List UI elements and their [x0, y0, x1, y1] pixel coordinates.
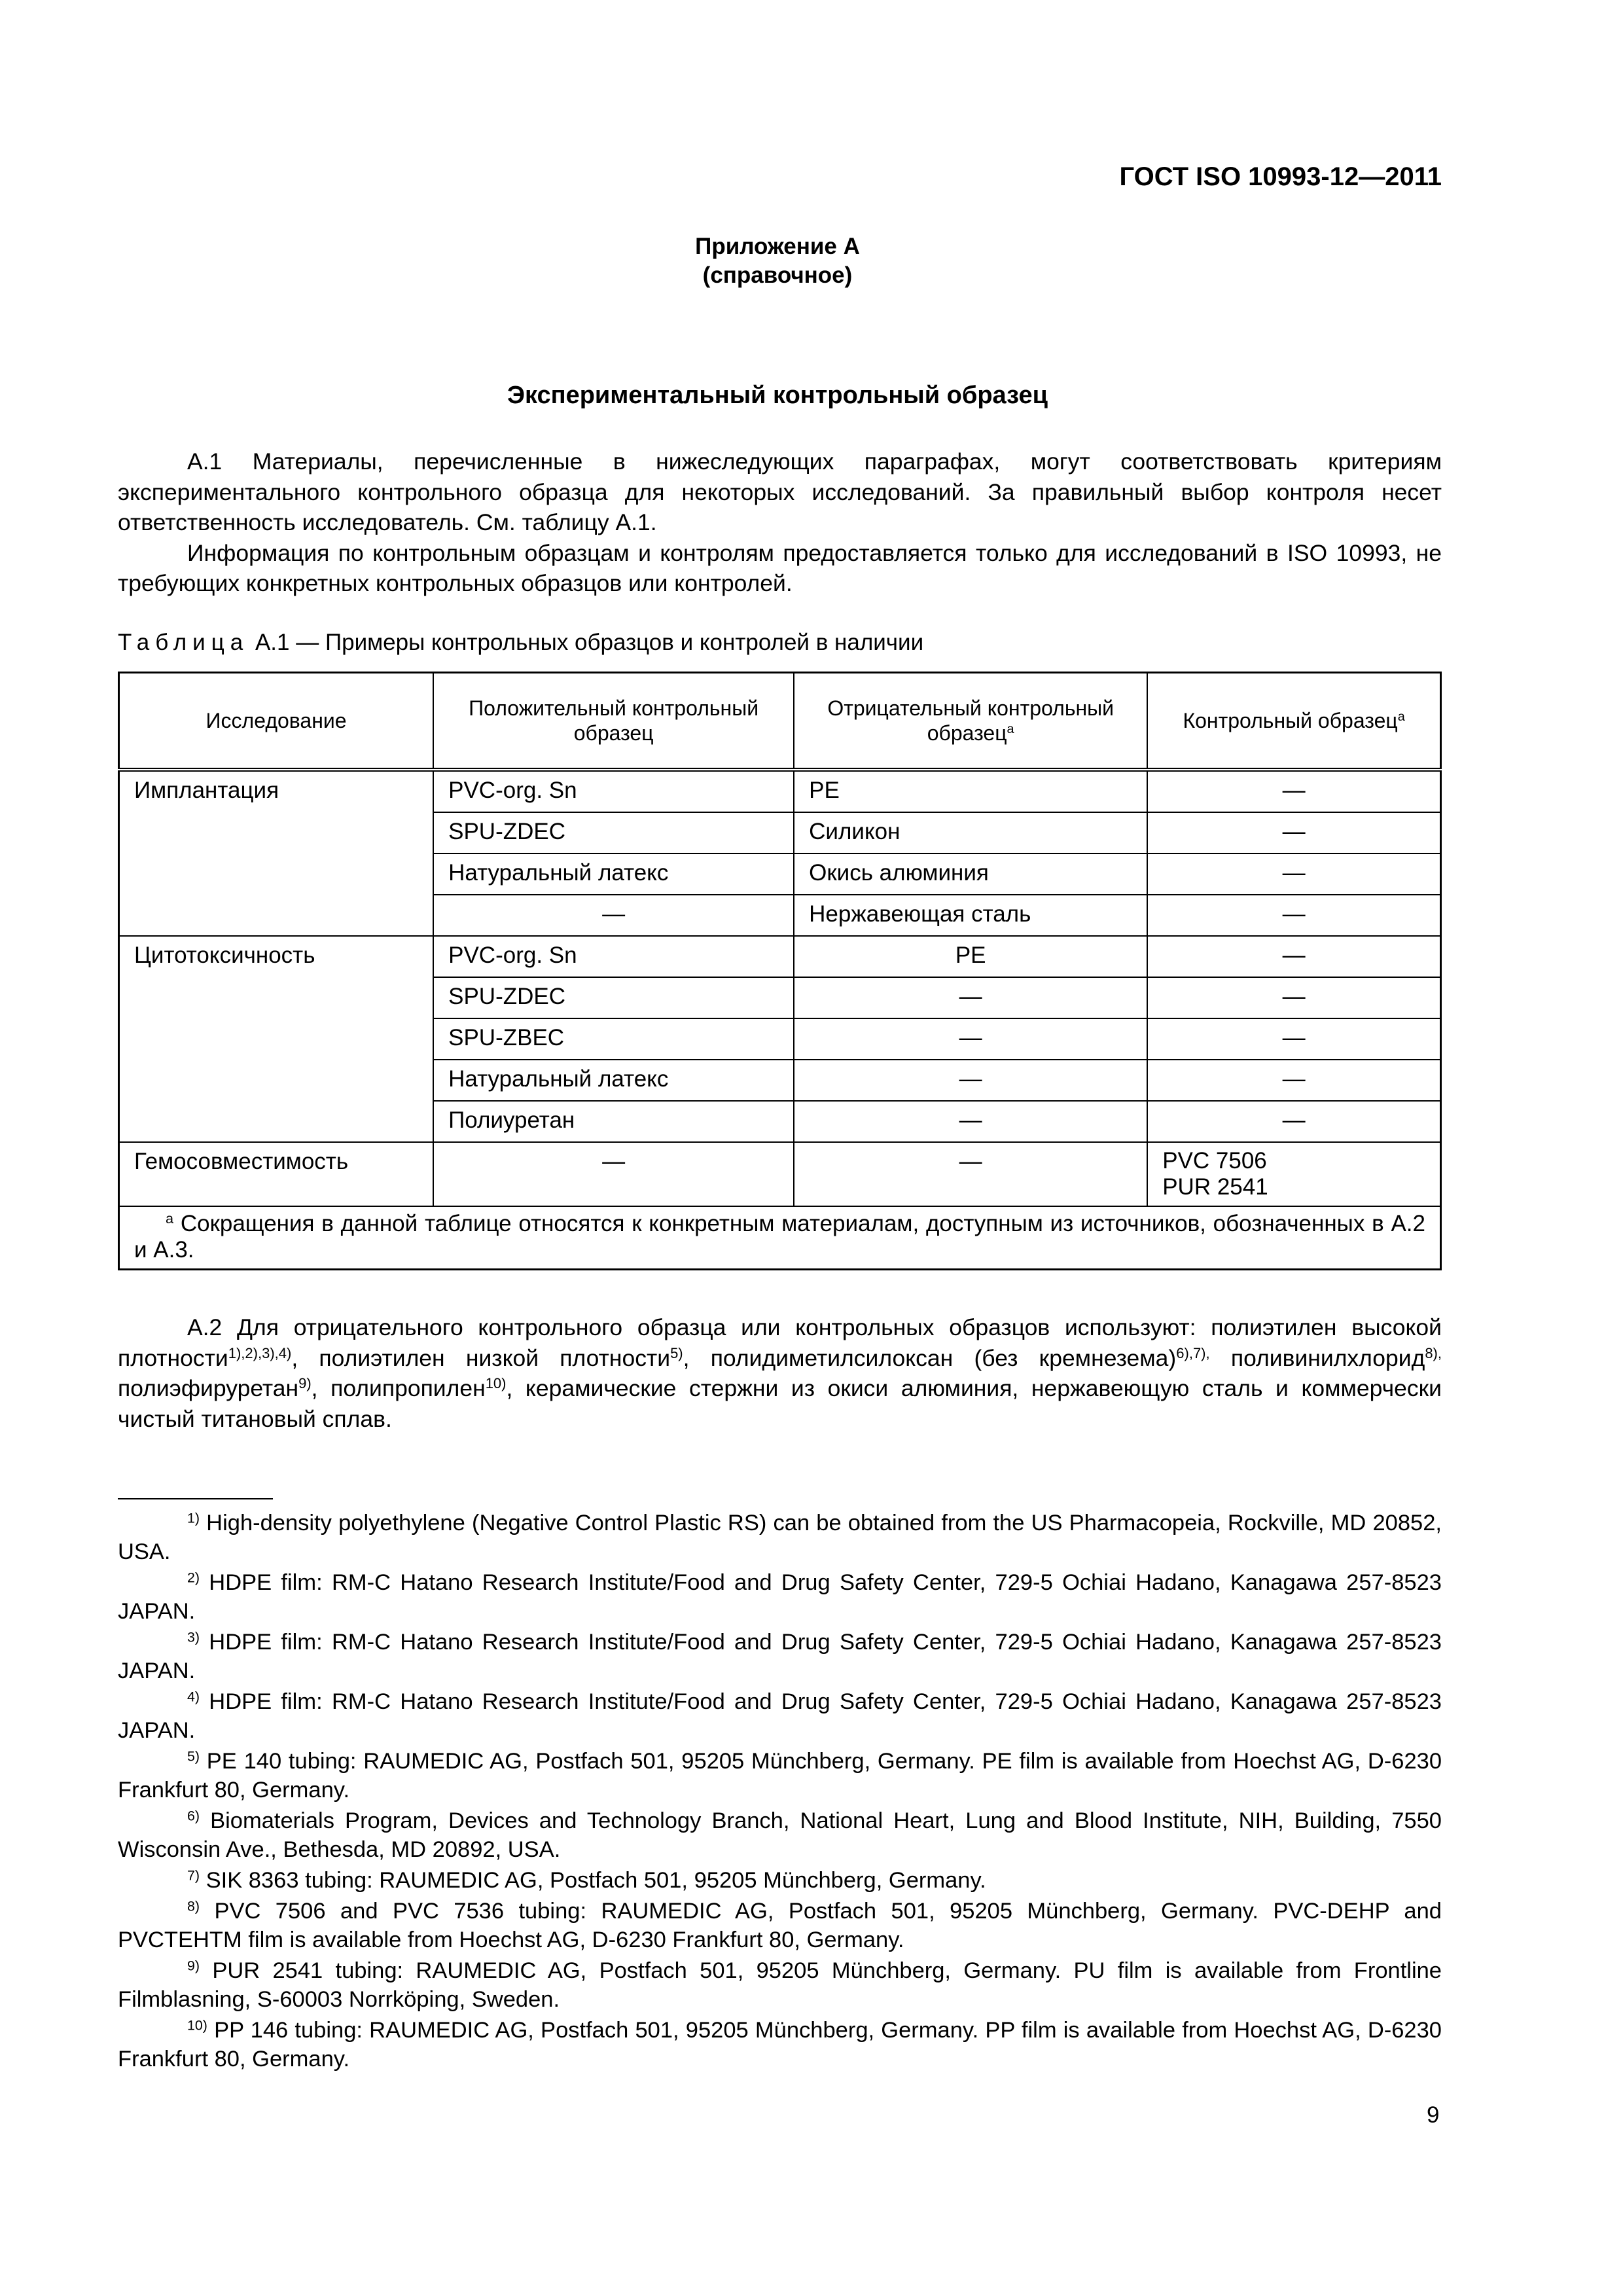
positive-control-cell: Натуральный латекс [433, 1060, 794, 1101]
footnote-marker: a [1007, 722, 1014, 737]
positive-control-cell: PVC-org. Sn [433, 936, 794, 977]
footnote-number: 8) [187, 1898, 200, 1914]
footnote [118, 2016, 1442, 2073]
footnote [118, 1866, 1442, 1895]
paragraph-text: полиэфируретан [118, 1375, 299, 1401]
table-note [119, 1206, 1441, 1270]
footnote-number: 5) [187, 1748, 200, 1765]
footnote-divider [118, 1498, 273, 1499]
cell-line: PVC 7506 [1162, 1148, 1267, 1174]
study-cell: Цитотоксичность [119, 936, 434, 1142]
paragraph-text: поливинилхлорид [1209, 1344, 1425, 1371]
positive-control-cell: — [433, 895, 794, 936]
footnote-marker: a [166, 1210, 174, 1227]
footnote-text: SIK 8363 tubing: RAUMEDIC AG, Postfach 501, 95205 Münchberg, Germany. [205, 1868, 986, 1893]
paragraph-a2 [118, 1312, 1442, 1434]
positive-control-cell: PVC-org. Sn [433, 770, 794, 812]
annex-heading [0, 232, 1555, 290]
paragraph-a1: А.1 Материалы, перечисленные в нижеследующих параграфах, могут соответствовать критериям экспериментального контрольного образца для некоторых исследований. За правильный выбор контроля несет ответственность исследователь. См. таблицу А.1. [118, 448, 1442, 535]
control-cell: — [1147, 853, 1440, 895]
footnote-text: Biomaterials Program, Devices and Technology Branch, National Heart, Lung and Blood Institute, NIH, Building, 7550 Wisconsin Ave., Bethesda, MD 20892, USA. [118, 1808, 1442, 1862]
annex-subtitle: (справочное) [702, 262, 853, 288]
table-caption-label: Таблица [118, 630, 249, 655]
positive-control-cell: Натуральный латекс [433, 853, 794, 895]
footnote-text: PP 146 tubing: RAUMEDIC AG, Postfach 501, 95205 Münchberg, Germany. PP film is available from Hoechst AG, D-6230 Frankfurt 80, Germany. [118, 2018, 1442, 2072]
footnote-reference: 6),7), [1176, 1344, 1210, 1361]
control-cell: — [1147, 812, 1440, 853]
positive-control-cell: — [433, 1142, 794, 1206]
paragraph-a1-info: Информация по контрольным образцам и контролям предоставляется только для исследований в ISO 10993, не требующих конкретных контрольных образцов или контролей. [118, 539, 1442, 596]
control-cell: — [1147, 1060, 1440, 1101]
footnote-reference: 10) [485, 1374, 507, 1391]
table-row [119, 936, 1441, 977]
positive-control-cell: Полиуретан [433, 1101, 794, 1142]
footnote-text: HDPE film: RM-C Hatano Research Institute/Food and Drug Safety Center, 729-5 Ochiai Hadano, Kanagawa 257-8523 JAPAN. [118, 1570, 1442, 1624]
footnote-reference: 5) [670, 1344, 683, 1361]
paragraph-text: , полидиметилсилоксан (без кремнезема) [683, 1344, 1177, 1371]
footnote-text: HDPE film: RM-C Hatano Research Institute/Food and Drug Safety Center, 729-5 Ochiai Hadano, Kanagawa 257-8523 JAPAN. [118, 1689, 1442, 1743]
negative-control-cell: Окись алюминия [794, 853, 1147, 895]
section-a1 [118, 446, 1442, 599]
table-row [119, 770, 1441, 812]
section-title: Экспериментальный контрольный образец [507, 382, 1048, 409]
footnote-text: HDPE film: RM-C Hatano Research Institute/Food and Drug Safety Center, 729-5 Ochiai Hadano, Kanagawa 257-8523 JAPAN. [118, 1630, 1442, 1683]
negative-control-cell: — [794, 1060, 1147, 1101]
footnote-number: 7) [187, 1867, 200, 1884]
footnote-reference: 9) [298, 1374, 312, 1391]
study-cell: Имплантация [119, 770, 434, 936]
table-header-row [119, 673, 1441, 770]
column-header-label: Контрольный образец [1183, 709, 1398, 732]
footnote-number: 1) [187, 1510, 200, 1526]
control-cell: — [1147, 770, 1440, 812]
cell-line: PUR 2541 [1162, 1174, 1268, 1200]
footnote [118, 1897, 1442, 1954]
negative-control-cell: PE [794, 936, 1147, 977]
column-header [433, 673, 794, 770]
paragraph-text: , полипропилен [311, 1375, 486, 1401]
column-header [794, 673, 1147, 770]
document-code: ГОСТ ISO 10993-12—2011 [1119, 162, 1442, 191]
paragraph-text: А.2 Для отрицательного контрольного образца или контрольных образцов используют: полиэтилен высокой плотности [118, 1314, 1442, 1371]
control-cell: — [1147, 936, 1440, 977]
footnote-number: 3) [187, 1629, 200, 1645]
footnote [118, 1687, 1442, 1745]
column-header-label: Исследование [205, 709, 347, 732]
footnote-number: 10) [187, 2017, 207, 2034]
paragraph-text: , керамические стержни из окиси алюминия, нержавеющую сталь и коммерчески чистый титановый сплав. [118, 1375, 1442, 1432]
footnote-text: High-density polyethylene (Negative Control Plastic RS) can be obtained from the US Pharmacopeia, Rockville, MD 20852, USA. [118, 1511, 1442, 1564]
footnote [118, 1509, 1442, 1566]
negative-control-cell: — [794, 1142, 1147, 1206]
control-cell: — [1147, 895, 1440, 936]
footnote-reference: 8), [1425, 1344, 1442, 1361]
control-cell: — [1147, 1018, 1440, 1060]
footnote [118, 1747, 1442, 1804]
negative-control-cell: — [794, 1018, 1147, 1060]
control-cell: — [1147, 977, 1440, 1018]
negative-control-cell: — [794, 977, 1147, 1018]
study-cell: Гемосовместимость [119, 1142, 434, 1206]
footnote-number: 6) [187, 1808, 200, 1824]
negative-control-cell: — [794, 1101, 1147, 1142]
controls-table [118, 672, 1442, 1270]
negative-control-cell: Силикон [794, 812, 1147, 853]
control-cell [1147, 1142, 1440, 1206]
paragraph-text: , полиэтилен низкой плотности [291, 1344, 671, 1371]
footnote-number: 9) [187, 1958, 200, 1974]
column-header [119, 673, 434, 770]
footnote [118, 1568, 1442, 1626]
footnote-text: PVC 7506 and PVC 7536 tubing: RAUMEDIC AG, Postfach 501, 95205 Münchberg, Germany. PVC-DEHP and PVCTEHTM film is available from Hoechst AG, D-6230 Frankfurt 80, Germany. [118, 1899, 1442, 1952]
table-caption-text: А.1 — Примеры контрольных образцов и контролей в наличии [249, 630, 924, 655]
footnotes [118, 1509, 1442, 2075]
table-caption [118, 630, 923, 656]
footnote-reference: 1),2),3),4) [228, 1344, 292, 1361]
positive-control-cell: SPU-ZDEC [433, 977, 794, 1018]
negative-control-cell: Нержавеющая сталь [794, 895, 1147, 936]
footnote-number: 4) [187, 1689, 200, 1705]
annex-title: Приложение А [695, 234, 860, 259]
footnote [118, 1806, 1442, 1864]
page-number: 9 [1427, 2102, 1440, 2128]
footnote-number: 2) [187, 1570, 200, 1586]
column-header [1147, 673, 1440, 770]
positive-control-cell: SPU-ZDEC [433, 812, 794, 853]
section-a2 [118, 1312, 1442, 1434]
table-row [119, 1142, 1441, 1206]
footnote [118, 1956, 1442, 2014]
footnote-text: PE 140 tubing: RAUMEDIC AG, Postfach 501, 95205 Münchberg, Germany. PE film is available from Hoechst AG, D-6230 Frankfurt 80, Germany. [118, 1749, 1442, 1803]
column-header-label: Отрицательный контрольный образец [827, 696, 1115, 745]
table-note-row [119, 1206, 1441, 1270]
negative-control-cell: PE [794, 770, 1147, 812]
table-note-text: Сокращения в данной таблице относятся к конкретным материалам, доступным из источников, обозначенных в А.2 и А.3. [134, 1211, 1425, 1263]
footnote-text: PUR 2541 tubing: RAUMEDIC AG, Postfach 501, 95205 Münchberg, Germany. PU film is available from Frontline Filmblasning, S-60003 Norrköping, Sweden. [118, 1958, 1442, 2012]
positive-control-cell: SPU-ZBEC [433, 1018, 794, 1060]
column-header-label: Положительный контрольный образец [469, 696, 759, 745]
footnote [118, 1628, 1442, 1685]
control-cell: — [1147, 1101, 1440, 1142]
footnote-marker: a [1397, 709, 1405, 725]
